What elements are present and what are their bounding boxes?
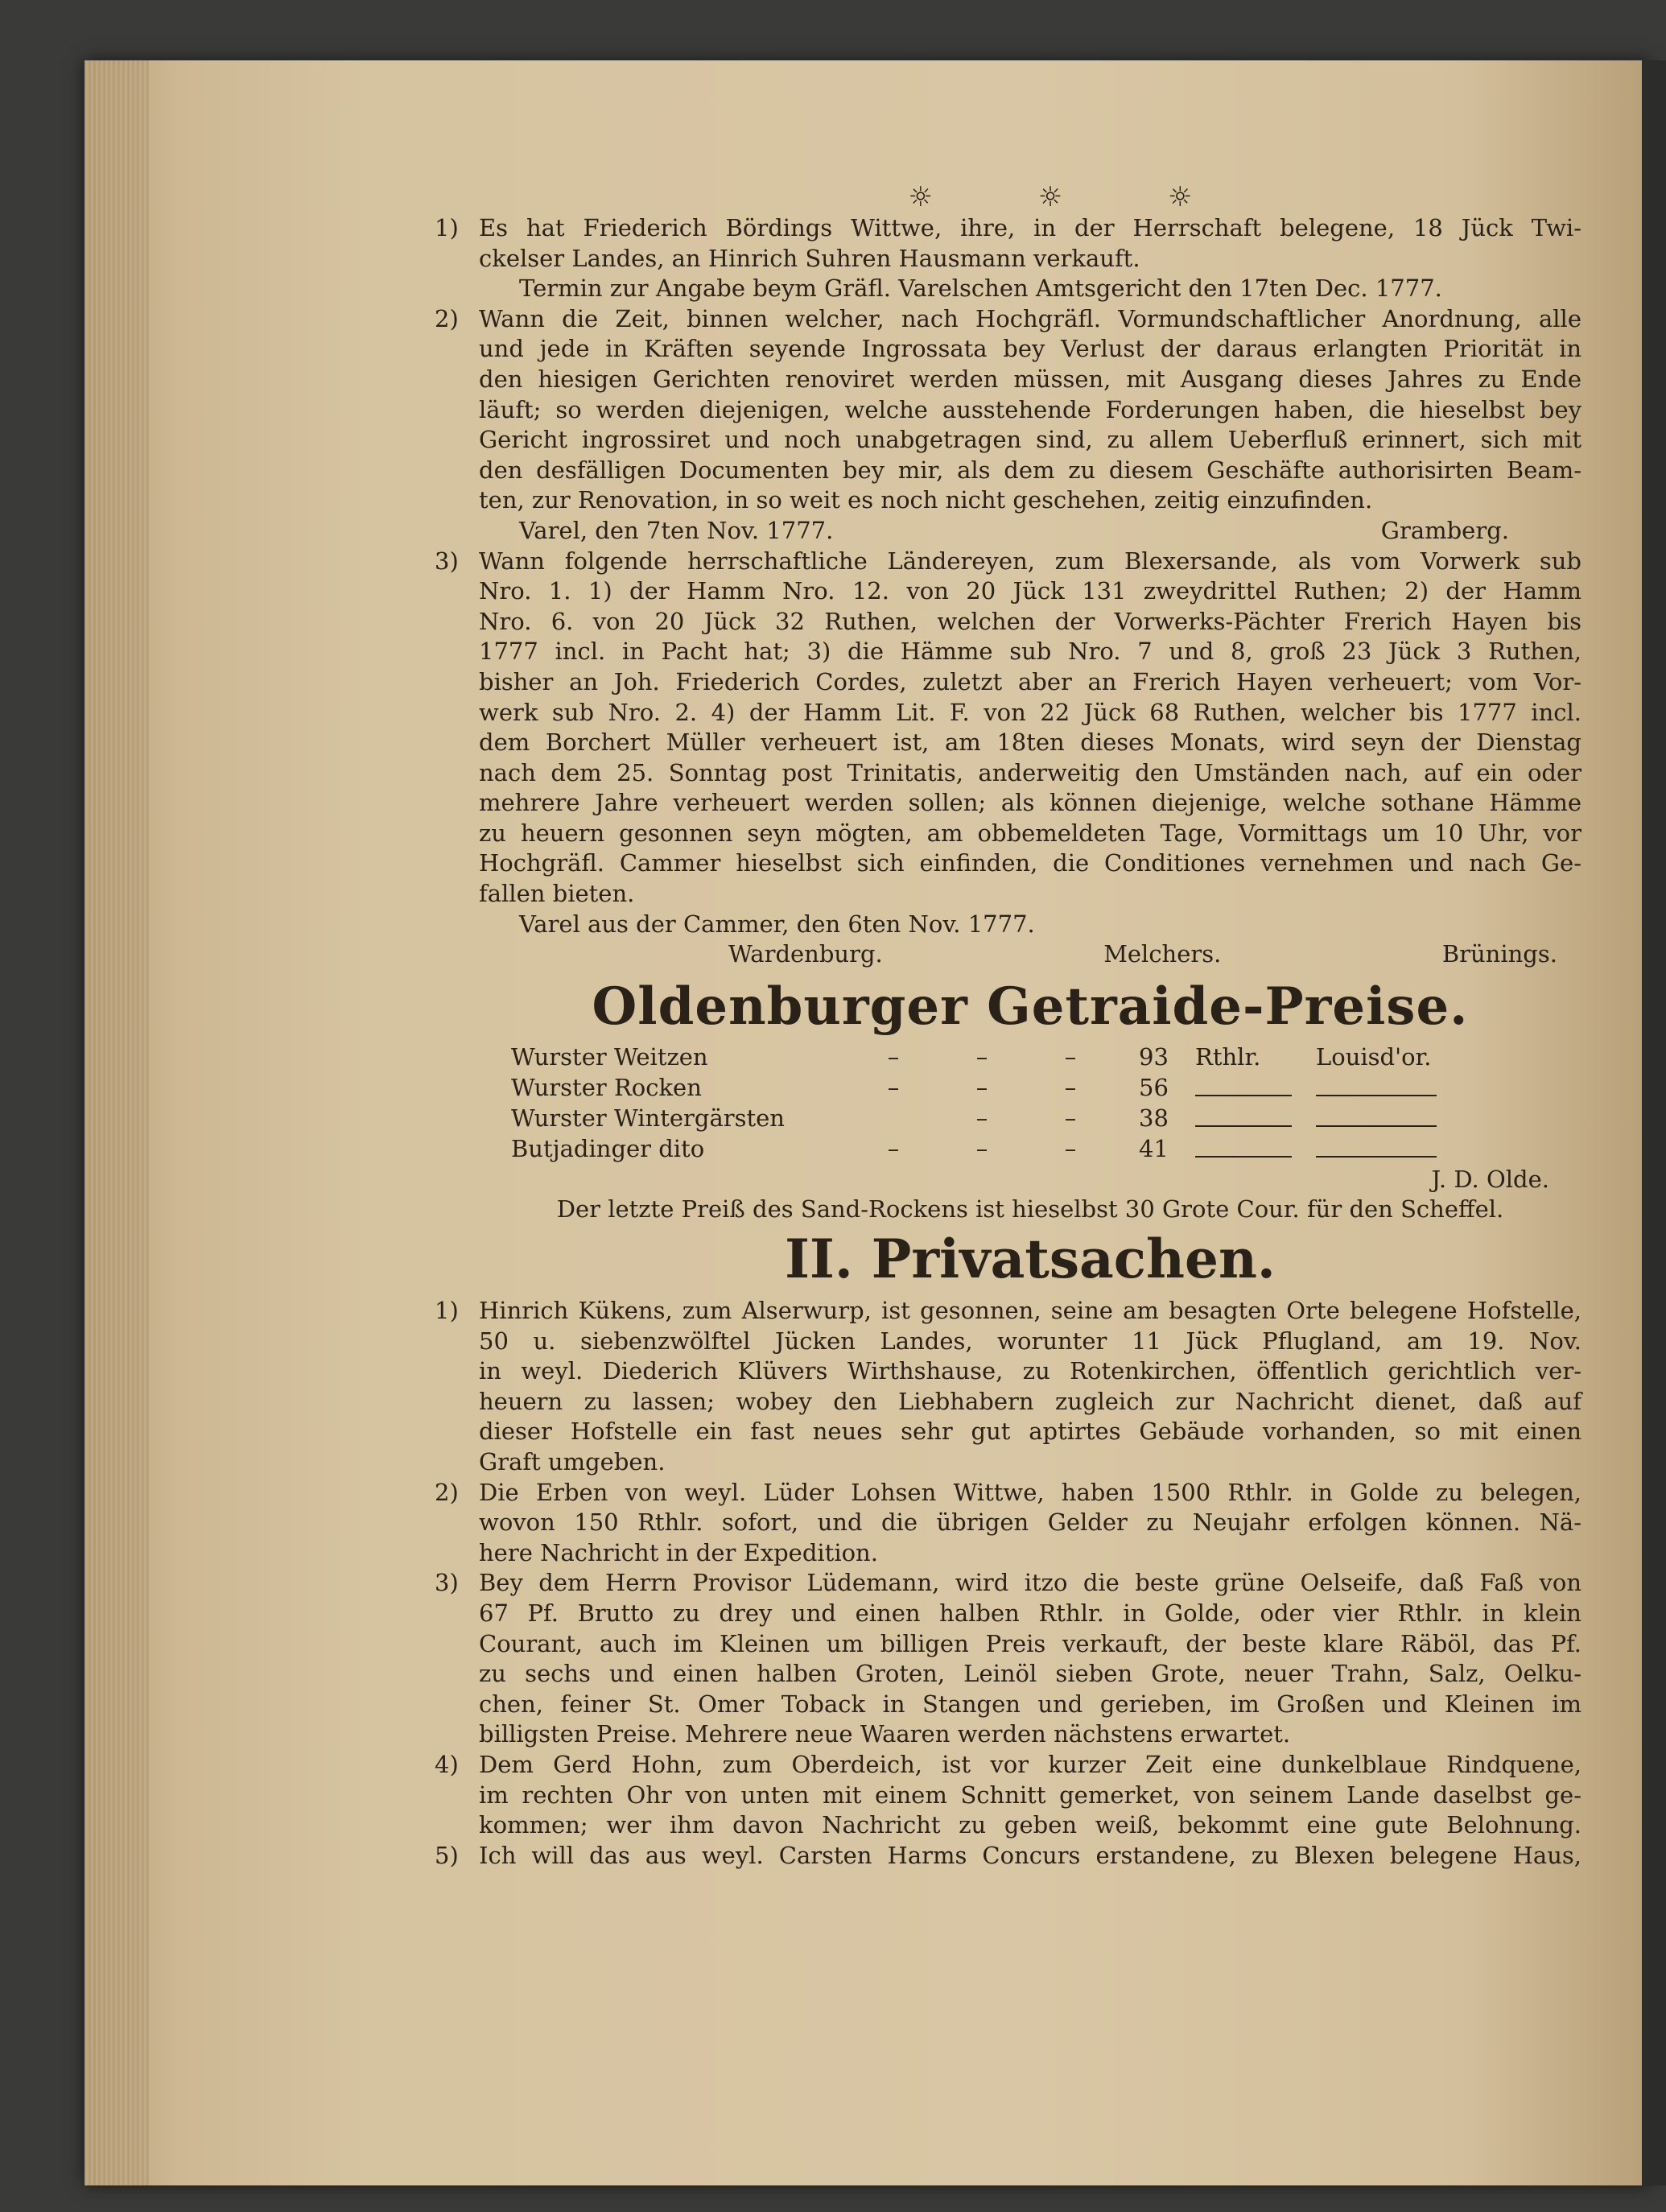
private-item-3 xyxy=(435,1568,1581,1750)
private-item-2 xyxy=(435,1478,1581,1569)
prices-signature: J. D. Olde. xyxy=(1431,1165,1549,1193)
prices-heading: Oldenburger Getraide-Preise. xyxy=(592,976,1469,1037)
ditto-line xyxy=(1195,1073,1316,1104)
notice-number: 1) xyxy=(435,214,459,241)
private-item-1 xyxy=(435,1296,1581,1478)
notice-number: 3) xyxy=(435,547,459,575)
text-line: in weyl. Diederich Klüvers Wirthshause, zu Rotenkirchen, öffentlich gerichtlich ver- xyxy=(479,1357,1581,1385)
text-line: here Nachricht in der Expedition. xyxy=(479,1538,878,1566)
text-line: Nro. 1. 1) der Hamm Nro. 12. von 20 Jück 131 zweydrittel Ruthen; 2) der Hamm xyxy=(479,577,1581,605)
text-line: Hinrich Kükens, zum Alserwurp, ist gesonnen, seine am besagten Orte belegene Hofstelle, xyxy=(479,1297,1581,1325)
ditto-line xyxy=(1316,1104,1461,1134)
text-line: 50 u. siebenzwölftel Jücken Landes, worunter 11 Jück Pflugland, am 19. Nov. xyxy=(479,1327,1581,1355)
signature: Brünings. xyxy=(1441,940,1557,968)
dateline xyxy=(479,516,1581,547)
item-number: 2) xyxy=(435,1478,459,1506)
text-line: Gericht ingrossiret und noch unabgetragen sind, zu allem Ueberfluß erinnert, sich mit xyxy=(479,426,1581,454)
text-line: chen, feiner St. Omer Toback in Stangen und gerieben, im Großen und Kleinen im xyxy=(479,1690,1581,1718)
date: Varel, den 7ten Nov. 1777. xyxy=(519,516,834,544)
text-line: Die Erben von weyl. Lüder Lohsen Wittwe, haben 1500 Rthlr. in Golde zu belegen, xyxy=(479,1478,1581,1506)
ditto-line xyxy=(1316,1073,1461,1104)
text-line: zu heuern gesonnen seyn mögten, am obbemeldeten Tage, Vormittags um 10 Uhr, vor xyxy=(479,819,1581,847)
price-value: 56 xyxy=(1139,1074,1169,1102)
signatures xyxy=(479,939,1581,970)
text-line: Bey dem Herrn Provisor Lüdemann, wird itzo die beste grüne Oelseife, daß Faß von xyxy=(479,1569,1581,1597)
text-line: dieser Hofstelle ein fast neues sehr gut aptirtes Gebäude vorhanden, so mit einen xyxy=(479,1418,1581,1446)
termin-line: Termin zur Angabe beym Gräfl. Varelschen Amtsgericht den 17ten Dec. 1777. xyxy=(519,274,1442,303)
text-line: ten, zur Renovation, in so weit es noch nicht geschehen, zeitig einzufinden. xyxy=(479,486,1373,514)
text-line: dem Borchert Müller verheuert ist, am 18ten dieses Monats, wird seyn der Dienstag xyxy=(479,728,1581,757)
text-line: Wann die Zeit, binnen welcher, nach Hochgräfl. Vormundschaftlicher Anordnung, alle xyxy=(479,304,1581,332)
text-line: Hochgräfl. Cammer hieselbst sich einfinden, die Conditiones vernehmen und nach Ge- xyxy=(479,849,1581,877)
text-line: 67 Pf. Brutto zu drey und einen halben Rthlr. in Golde, oder vier Rthlr. in klein xyxy=(479,1599,1581,1627)
text-line: den hiesigen Gerichten renoviret werden müssen, mit Ausgang dieses Jahres zu Ende xyxy=(479,365,1581,393)
unit-rthlr: Rthlr. xyxy=(1195,1043,1261,1071)
text-line: Graft umgeben. xyxy=(479,1448,666,1475)
ornament-row: ☼ ☼ ☼ xyxy=(908,181,1241,213)
table-row xyxy=(511,1134,1461,1165)
text-line: heuern zu lassen; wobey den Liebhabern zugleich zur Nachricht dienet, daß auf xyxy=(479,1387,1581,1415)
dash: – xyxy=(975,1104,988,1133)
page-stack-edge xyxy=(85,60,149,2185)
text-line: 1777 incl. in Pacht hat; 3) die Hämme sub Nro. 7 und 8, groß 23 Jück 3 Ruthen, xyxy=(479,638,1581,666)
dash: – xyxy=(1064,1043,1077,1071)
text-line: Wann folgende herrschaftliche Ländereyen, zum Blexersande, als vom Vorwerk sub xyxy=(479,547,1581,575)
dash: – xyxy=(887,1135,900,1163)
section-heading: II. Privatsachen. xyxy=(785,1228,1276,1291)
price-value: 41 xyxy=(1139,1135,1169,1163)
text-line: läuft; so werden diejenigen, welche ausstehende Forderungen haben, die hieselbst bey xyxy=(479,395,1581,423)
signature: Gramberg. xyxy=(1380,516,1509,544)
text-line: wovon 150 Rthlr. sofort, und die übrigen Gelder zu Neujahr erfolgen können. Nä- xyxy=(479,1508,1581,1537)
price-table xyxy=(511,1042,1461,1165)
text-line: werk sub Nro. 2. 4) der Hamm Lit. F. von 22 Jück 68 Ruthen, welcher bis 1777 incl. xyxy=(479,698,1581,726)
ditto-line xyxy=(1316,1134,1461,1165)
text-line: Es hat Friederich Bördings Wittwe, ihre, in der Herrschaft belegene, 18 Jück Twi- xyxy=(479,214,1581,241)
dash: – xyxy=(1064,1074,1077,1102)
grain-name: Butjadinger dito xyxy=(511,1135,705,1163)
item-number: 4) xyxy=(435,1750,459,1778)
table-row xyxy=(511,1104,1461,1134)
dash: – xyxy=(975,1074,988,1102)
date: Varel aus der Cammer, den 6ten Nov. 1777. xyxy=(519,910,1035,938)
text-line: billigsten Preise. Mehrere neue Waaren werden nächstens erwartet. xyxy=(479,1720,1291,1748)
text-line: ckelser Landes, an Hinrich Suhren Hausmann verkauft. xyxy=(479,244,1140,272)
ditto-line xyxy=(1195,1134,1316,1165)
text-line: zu sechs und einen halben Groten, Leinöl sieben Grote, neuer Trahn, Salz, Oelku- xyxy=(479,1660,1581,1688)
text-line: fallen bieten. xyxy=(479,880,635,908)
text-line: im rechten Ohr von unten mit einem Schnitt gemerket, von seinem Lande daselbst ge- xyxy=(479,1781,1581,1809)
dash: – xyxy=(1064,1135,1077,1163)
text-line: und jede in Kräften seyende Ingrossata bey Verlust der daraus erlangten Priorität in xyxy=(479,335,1581,363)
dash: – xyxy=(887,1043,900,1071)
text-line: den desfälligen Documenten bey mir, als dem zu diesem Geschäfte authorisirten Beam- xyxy=(479,456,1581,484)
text-line: Courant, auch im Kleinen um billigen Preis verkauft, der beste klare Räböl, das Pf. xyxy=(479,1629,1581,1657)
text-line: Dem Gerd Hohn, zum Oberdeich, ist vor kurzer Zeit eine dunkelblaue Rindquene, xyxy=(479,1750,1581,1778)
item-number: 3) xyxy=(435,1569,459,1597)
text-line: Ich will das aus weyl. Carsten Harms Concurs erstandene, zu Blexen belegene Haus, xyxy=(479,1841,1581,1869)
item-number: 5) xyxy=(435,1841,459,1869)
text-line: mehrere Jahre verheuert werden sollen; als können diejenige, welche sothane Hämme xyxy=(479,789,1581,817)
private-item-5 xyxy=(435,1841,1581,1872)
text-line: nach dem 25. Sonntag post Trinitatis, anderweitig den Umständen nach, auf ein oder xyxy=(479,758,1581,786)
grain-name: Wurster Wintergärsten xyxy=(511,1104,785,1133)
dash: – xyxy=(975,1043,988,1071)
scan-border xyxy=(1642,60,1666,2185)
notice-3 xyxy=(435,547,1581,970)
dash: – xyxy=(887,1074,900,1102)
text-line: kommen; wer ihm davon Nachricht zu geben weiß, bekommt eine gute Belohnung. xyxy=(479,1811,1581,1839)
text-line: bisher an Joh. Friederich Cordes, zuletzt aber an Frerich Hayen verheuert; vom Vor- xyxy=(479,667,1581,695)
dash: – xyxy=(975,1135,988,1163)
table-row xyxy=(511,1042,1461,1073)
signature: Melchers. xyxy=(1103,940,1222,968)
price-value: 38 xyxy=(1139,1104,1169,1133)
grain-name: Wurster Rocken xyxy=(511,1074,702,1102)
price-value: 93 xyxy=(1139,1043,1169,1071)
private-item-4 xyxy=(435,1750,1581,1841)
item-number: 1) xyxy=(435,1297,459,1325)
notice-number: 2) xyxy=(435,304,459,332)
dash xyxy=(849,1104,938,1134)
notice-2 xyxy=(435,304,1581,547)
dash: – xyxy=(1064,1104,1077,1133)
unit-louisdor: Louisd'or. xyxy=(1316,1043,1432,1071)
grain-name: Wurster Weitzen xyxy=(511,1043,708,1071)
signature: Wardenburg. xyxy=(728,940,883,968)
ditto-line xyxy=(1195,1104,1316,1134)
notice-1 xyxy=(435,213,1581,304)
text-line: Nro. 6. von 20 Jück 32 Ruthen, welchen der Vorwerks-Pächter Frerich Hayen bis xyxy=(479,607,1581,635)
page-text xyxy=(435,181,1581,1871)
prices-note: Der letzte Preiß des Sand-Rockens ist hieselbst 30 Grote Cour. für den Scheffel. xyxy=(556,1195,1504,1224)
table-row xyxy=(511,1073,1461,1104)
